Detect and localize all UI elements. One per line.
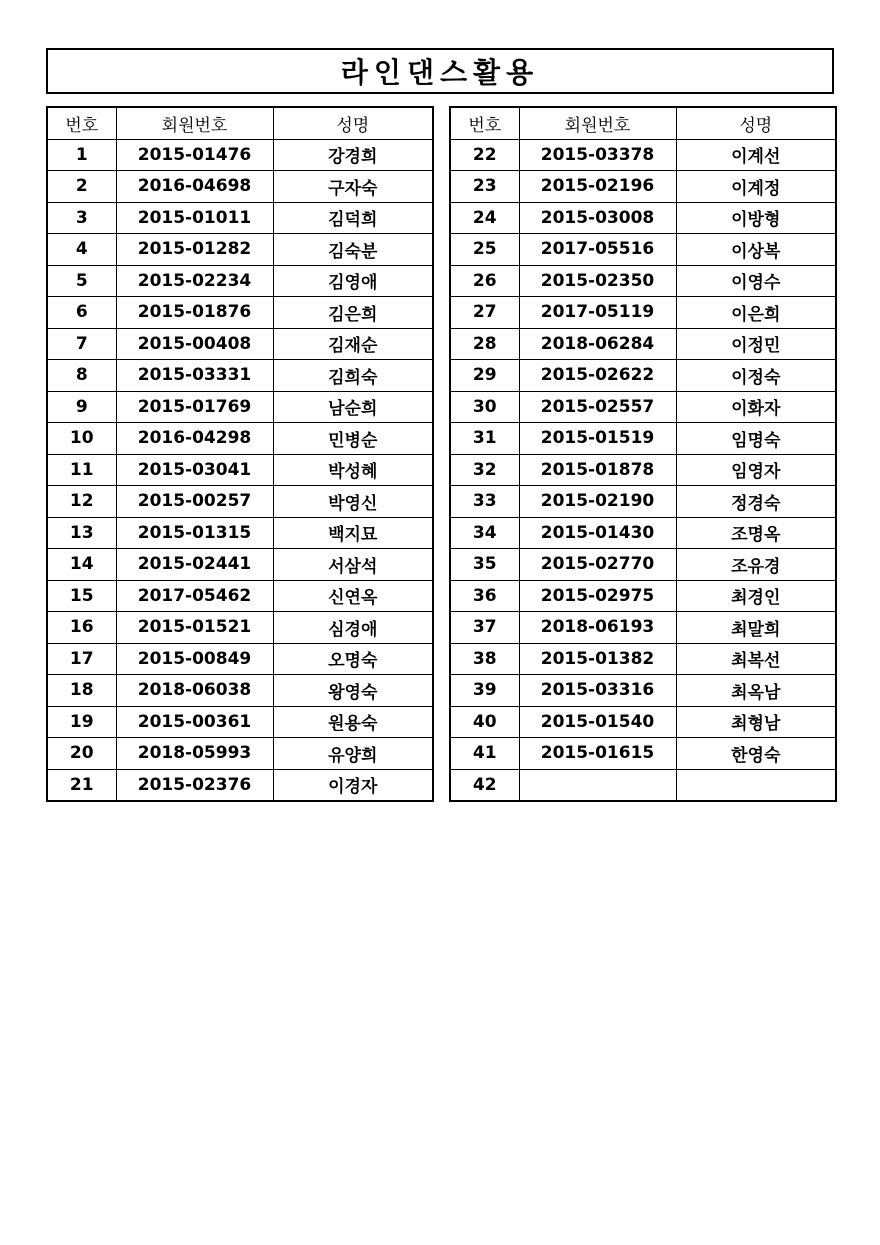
cell-member-id: 2015-02557 (519, 391, 676, 423)
cell-member-id (519, 769, 676, 801)
cell-member-id: 2015-02196 (519, 171, 676, 203)
cell-member-id: 2017-05462 (116, 580, 273, 612)
cell-number: 13 (47, 517, 116, 549)
cell-member-id: 2015-01540 (519, 706, 676, 738)
cell-name: 신연옥 (273, 580, 433, 612)
cell-member-id: 2015-01876 (116, 297, 273, 329)
cell-member-id: 2015-00361 (116, 706, 273, 738)
cell-member-id: 2015-01011 (116, 202, 273, 234)
cell-number: 28 (450, 328, 519, 360)
cell-name: 민병순 (273, 423, 433, 455)
table-row (450, 297, 836, 329)
table-row (450, 738, 836, 770)
cell-name: 박영신 (273, 486, 433, 518)
table-row (47, 234, 433, 266)
table-row (450, 139, 836, 171)
cell-number: 2 (47, 171, 116, 203)
table-row (450, 612, 836, 644)
cell-member-id: 2015-01315 (116, 517, 273, 549)
cell-member-id: 2015-01430 (519, 517, 676, 549)
cell-name: 이정민 (676, 328, 836, 360)
cell-number: 35 (450, 549, 519, 581)
table-row (47, 580, 433, 612)
table-row (47, 391, 433, 423)
cell-number: 15 (47, 580, 116, 612)
table-row (450, 549, 836, 581)
cell-number: 31 (450, 423, 519, 455)
cell-number: 22 (450, 139, 519, 171)
cell-number: 12 (47, 486, 116, 518)
cell-member-id: 2015-00408 (116, 328, 273, 360)
cell-number: 4 (47, 234, 116, 266)
table-row (47, 297, 433, 329)
cell-number: 38 (450, 643, 519, 675)
cell-name: 최형남 (676, 706, 836, 738)
cell-name: 이경자 (273, 769, 433, 801)
table-row (47, 486, 433, 518)
table-row (450, 454, 836, 486)
cell-number: 41 (450, 738, 519, 770)
cell-number: 17 (47, 643, 116, 675)
cell-number: 8 (47, 360, 116, 392)
cell-number: 40 (450, 706, 519, 738)
cell-member-id: 2016-04698 (116, 171, 273, 203)
cell-name: 이은희 (676, 297, 836, 329)
cell-member-id: 2015-01878 (519, 454, 676, 486)
table-row (450, 706, 836, 738)
cell-member-id: 2015-03316 (519, 675, 676, 707)
cell-name: 심경애 (273, 612, 433, 644)
cell-number: 33 (450, 486, 519, 518)
cell-name: 이계선 (676, 139, 836, 171)
cell-number: 9 (47, 391, 116, 423)
cell-number: 42 (450, 769, 519, 801)
table-row (47, 769, 433, 801)
cell-name: 이상복 (676, 234, 836, 266)
cell-number: 37 (450, 612, 519, 644)
cell-member-id: 2015-01615 (519, 738, 676, 770)
cell-number: 26 (450, 265, 519, 297)
cell-member-id: 2015-02975 (519, 580, 676, 612)
cell-number: 20 (47, 738, 116, 770)
cell-name: 서삼석 (273, 549, 433, 581)
cell-member-id: 2015-02770 (519, 549, 676, 581)
table-row (450, 391, 836, 423)
cell-name: 남순희 (273, 391, 433, 423)
cell-number: 11 (47, 454, 116, 486)
cell-member-id: 2018-06284 (519, 328, 676, 360)
cell-member-id: 2015-01282 (116, 234, 273, 266)
cell-name: 김덕희 (273, 202, 433, 234)
header-number: 번호 (450, 107, 519, 139)
cell-number: 16 (47, 612, 116, 644)
table-row (47, 549, 433, 581)
table-row (450, 580, 836, 612)
table-row (450, 171, 836, 203)
cell-member-id: 2015-03331 (116, 360, 273, 392)
cell-number: 32 (450, 454, 519, 486)
cell-name: 이영수 (676, 265, 836, 297)
cell-name: 최말희 (676, 612, 836, 644)
page-title: 라인댄스활용 (340, 56, 540, 89)
member-table-right (449, 106, 837, 802)
cell-name: 최복선 (676, 643, 836, 675)
cell-number: 21 (47, 769, 116, 801)
cell-member-id: 2015-03041 (116, 454, 273, 486)
table-row (47, 643, 433, 675)
cell-number: 25 (450, 234, 519, 266)
cell-member-id: 2015-00849 (116, 643, 273, 675)
cell-number: 30 (450, 391, 519, 423)
cell-number: 7 (47, 328, 116, 360)
cell-number: 24 (450, 202, 519, 234)
table-row (47, 517, 433, 549)
cell-name: 유양희 (273, 738, 433, 770)
cell-number: 34 (450, 517, 519, 549)
table-row (450, 423, 836, 455)
table-header-row (47, 107, 433, 139)
table-row (450, 202, 836, 234)
member-table-left (46, 106, 434, 802)
cell-name: 강경희 (273, 139, 433, 171)
cell-number: 39 (450, 675, 519, 707)
cell-member-id: 2015-03008 (519, 202, 676, 234)
cell-member-id: 2015-02441 (116, 549, 273, 581)
table-row (47, 612, 433, 644)
cell-name: 구자숙 (273, 171, 433, 203)
cell-name: 최경인 (676, 580, 836, 612)
cell-name: 김은희 (273, 297, 433, 329)
table-row (47, 454, 433, 486)
header-member-id: 회원번호 (519, 107, 676, 139)
header-number: 번호 (47, 107, 116, 139)
cell-name: 이계정 (676, 171, 836, 203)
cell-member-id: 2015-01382 (519, 643, 676, 675)
cell-name: 이정숙 (676, 360, 836, 392)
table-row (47, 706, 433, 738)
table-body-right (450, 139, 836, 801)
cell-number: 36 (450, 580, 519, 612)
header-member-id: 회원번호 (116, 107, 273, 139)
cell-name: 김희숙 (273, 360, 433, 392)
cell-member-id: 2015-03378 (519, 139, 676, 171)
cell-member-id: 2015-01476 (116, 139, 273, 171)
cell-member-id: 2018-05993 (116, 738, 273, 770)
table-row (450, 234, 836, 266)
table-row (47, 360, 433, 392)
title-box (46, 48, 834, 94)
table-row (450, 360, 836, 392)
cell-member-id: 2017-05119 (519, 297, 676, 329)
cell-member-id: 2015-02234 (116, 265, 273, 297)
cell-number: 6 (47, 297, 116, 329)
cell-number: 18 (47, 675, 116, 707)
cell-name: 조유경 (676, 549, 836, 581)
cell-number: 27 (450, 297, 519, 329)
table-row (450, 769, 836, 801)
cell-number: 14 (47, 549, 116, 581)
cell-name: 조명옥 (676, 517, 836, 549)
cell-name: 한영숙 (676, 738, 836, 770)
table-row (47, 139, 433, 171)
cell-name: 임영자 (676, 454, 836, 486)
table-row (450, 486, 836, 518)
table-row (47, 738, 433, 770)
cell-name: 김영애 (273, 265, 433, 297)
cell-member-id: 2015-01519 (519, 423, 676, 455)
cell-name: 정경숙 (676, 486, 836, 518)
cell-number: 5 (47, 265, 116, 297)
header-name: 성명 (273, 107, 433, 139)
table-row (450, 517, 836, 549)
table-row (450, 643, 836, 675)
cell-name: 이화자 (676, 391, 836, 423)
cell-member-id: 2018-06038 (116, 675, 273, 707)
cell-member-id: 2015-02190 (519, 486, 676, 518)
cell-name (676, 769, 836, 801)
cell-name: 왕영숙 (273, 675, 433, 707)
cell-name: 원용숙 (273, 706, 433, 738)
table-row (47, 171, 433, 203)
table-body-left (47, 139, 433, 801)
cell-member-id: 2018-06193 (519, 612, 676, 644)
cell-member-id: 2015-02376 (116, 769, 273, 801)
cell-number: 10 (47, 423, 116, 455)
table-row (450, 328, 836, 360)
cell-number: 3 (47, 202, 116, 234)
cell-member-id: 2015-01769 (116, 391, 273, 423)
cell-name: 이방형 (676, 202, 836, 234)
cell-number: 29 (450, 360, 519, 392)
table-row (450, 675, 836, 707)
cell-member-id: 2015-02622 (519, 360, 676, 392)
table-row (47, 265, 433, 297)
cell-name: 김숙분 (273, 234, 433, 266)
table-row (47, 202, 433, 234)
table-row (47, 423, 433, 455)
cell-member-id: 2016-04298 (116, 423, 273, 455)
header-name: 성명 (676, 107, 836, 139)
cell-number: 23 (450, 171, 519, 203)
cell-member-id: 2015-00257 (116, 486, 273, 518)
cell-member-id: 2015-02350 (519, 265, 676, 297)
table-header-row (450, 107, 836, 139)
cell-number: 1 (47, 139, 116, 171)
cell-name: 오명숙 (273, 643, 433, 675)
table-row (450, 265, 836, 297)
cell-name: 백지묘 (273, 517, 433, 549)
cell-name: 박성혜 (273, 454, 433, 486)
cell-name: 임명숙 (676, 423, 836, 455)
cell-number: 19 (47, 706, 116, 738)
table-row (47, 328, 433, 360)
cell-name: 김재순 (273, 328, 433, 360)
cell-member-id: 2017-05516 (519, 234, 676, 266)
cell-name: 최옥남 (676, 675, 836, 707)
table-row (47, 675, 433, 707)
cell-member-id: 2015-01521 (116, 612, 273, 644)
